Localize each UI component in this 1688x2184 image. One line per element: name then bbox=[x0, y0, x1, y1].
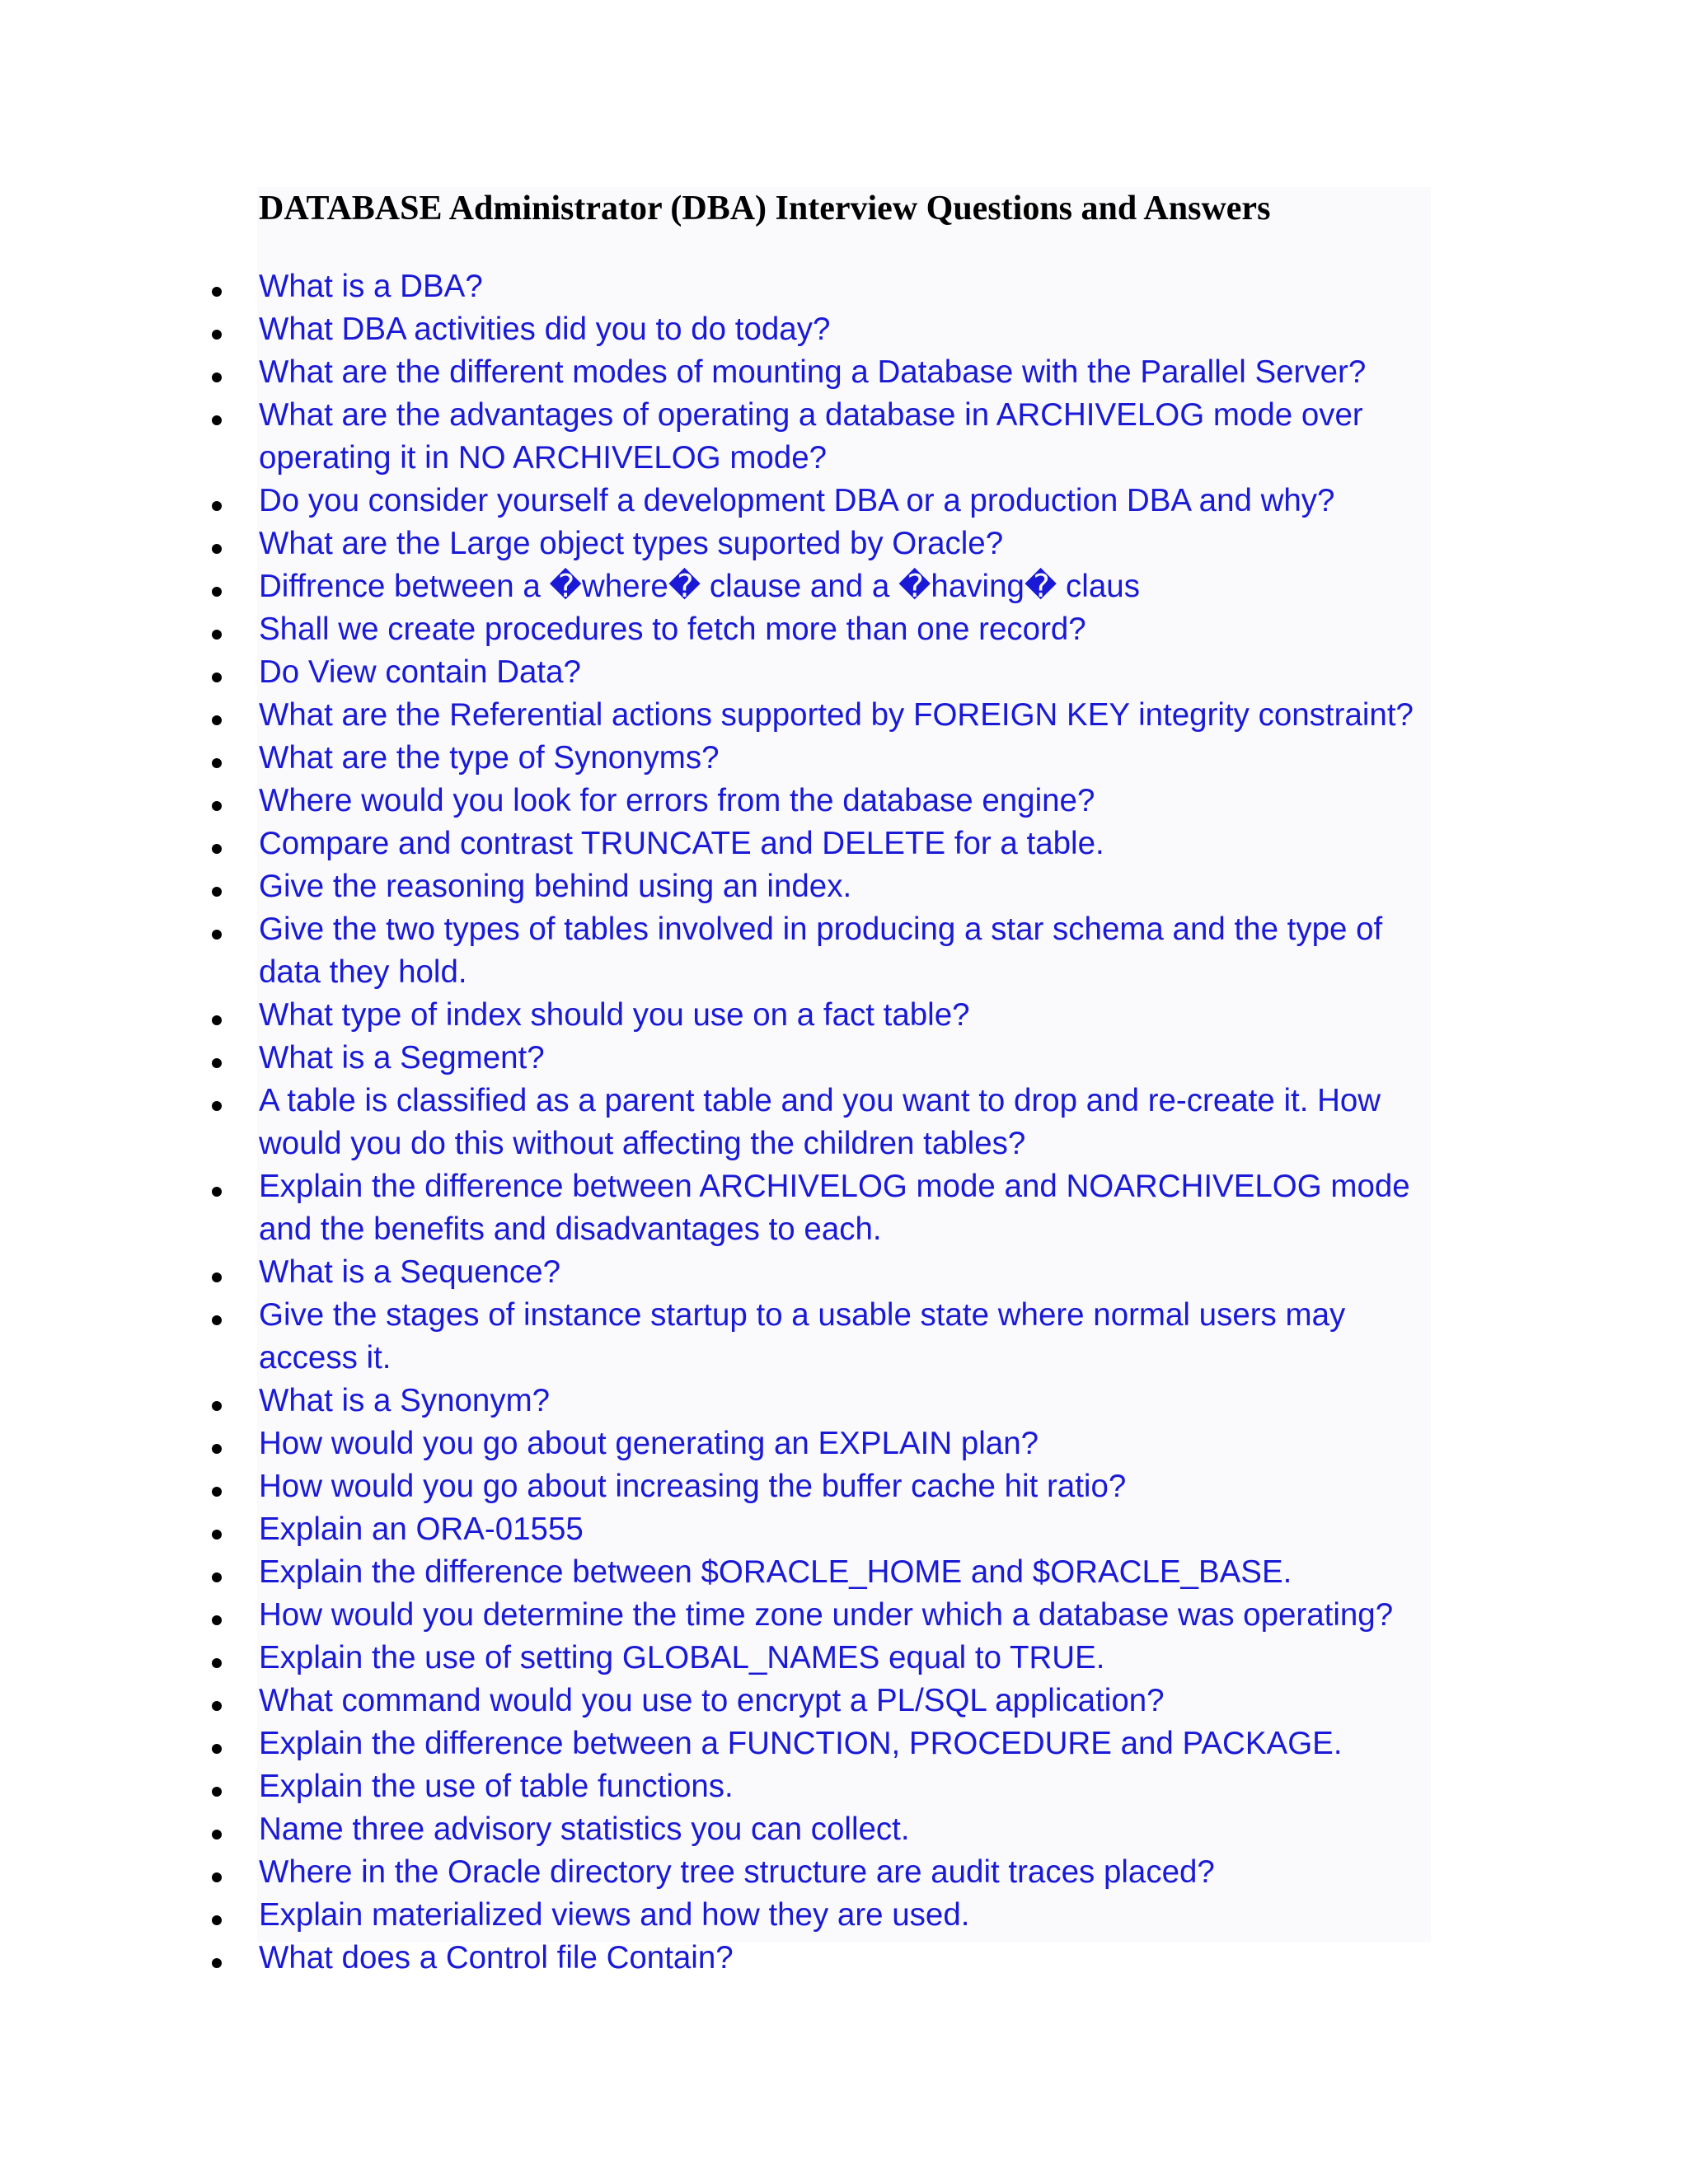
question-text: Do View contain Data? bbox=[259, 654, 581, 690]
question-text: What is a DBA? bbox=[259, 269, 483, 304]
bullet-icon bbox=[212, 1658, 222, 1668]
question-text: What are the advantages of operating a database in ARCHIVELOG mode over operating it in NO ARCHIVELOG mode? bbox=[259, 397, 1363, 476]
bullet-icon bbox=[212, 673, 222, 682]
question-item bbox=[0, 823, 1437, 865]
question-item bbox=[0, 394, 1437, 480]
bullet-icon bbox=[212, 1787, 222, 1797]
bullet-icon bbox=[212, 1444, 222, 1454]
question-item bbox=[0, 1251, 1437, 1294]
question-text: What command would you use to encrypt a PL/SQL application? bbox=[259, 1683, 1165, 1718]
bullet-icon bbox=[212, 1315, 222, 1325]
question-text: Shall we create procedures to fetch more than one record? bbox=[259, 612, 1086, 647]
question-item bbox=[0, 1551, 1437, 1594]
bullet-icon bbox=[212, 330, 222, 340]
bullet-icon bbox=[212, 1015, 222, 1025]
bullet-icon bbox=[212, 1572, 222, 1582]
question-text: How would you determine the time zone under which a database was operating? bbox=[259, 1597, 1394, 1633]
question-text: Give the reasoning behind using an index. bbox=[259, 869, 852, 904]
bullet-icon bbox=[212, 1401, 222, 1411]
bullet-icon bbox=[212, 1958, 222, 1968]
question-text: Diffrence between a �where� clause and a �having� claus bbox=[259, 569, 1140, 604]
bullet-icon bbox=[212, 1872, 222, 1882]
question-text: Where in the Oracle directory tree structure are audit traces placed? bbox=[259, 1854, 1215, 1890]
question-item bbox=[0, 1080, 1437, 1165]
bullet-icon bbox=[212, 801, 222, 811]
question-item bbox=[0, 565, 1437, 608]
question-text: Give the stages of instance startup to a usable state where normal users may access it. bbox=[259, 1297, 1346, 1376]
question-text: A table is classified as a parent table and you want to drop and re-create it. How would you do this without affecting the children tables? bbox=[259, 1083, 1381, 1161]
question-text: Give the two types of tables involved in producing a star schema and the type of data they hold. bbox=[259, 912, 1383, 990]
bullet-icon bbox=[212, 544, 222, 554]
question-text: How would you go about increasing the buffer cache hit ratio? bbox=[259, 1469, 1127, 1504]
question-item bbox=[0, 1637, 1437, 1680]
bullet-icon bbox=[212, 501, 222, 511]
question-text: How would you go about generating an EXPLAIN plan? bbox=[259, 1426, 1039, 1461]
question-item bbox=[0, 1594, 1437, 1637]
question-text: What are the different modes of mounting a Database with the Parallel Server? bbox=[259, 354, 1367, 390]
question-item bbox=[0, 1808, 1437, 1851]
bullet-icon bbox=[212, 1530, 222, 1540]
question-item bbox=[0, 694, 1437, 737]
question-item bbox=[0, 608, 1437, 651]
question-item bbox=[0, 1851, 1437, 1894]
question-item bbox=[0, 480, 1437, 523]
question-item bbox=[0, 780, 1437, 823]
bullet-icon bbox=[212, 1272, 222, 1282]
question-text: What type of index should you use on a fact table? bbox=[259, 997, 970, 1033]
question-item bbox=[0, 994, 1437, 1037]
question-text: Do you consider yourself a development DBA or a production DBA and why? bbox=[259, 483, 1335, 518]
bullet-icon bbox=[212, 715, 222, 725]
bullet-icon bbox=[212, 1101, 222, 1111]
question-item bbox=[0, 1937, 1437, 1980]
question-item bbox=[0, 308, 1437, 351]
bullet-icon bbox=[212, 1615, 222, 1625]
bullet-icon bbox=[212, 587, 222, 597]
bullet-icon bbox=[212, 1058, 222, 1068]
question-item bbox=[0, 1294, 1437, 1380]
question-item bbox=[0, 1722, 1437, 1765]
bullet-icon bbox=[212, 415, 222, 425]
question-text: Explain the use of table functions. bbox=[259, 1769, 734, 1804]
question-item bbox=[0, 1380, 1437, 1422]
question-item bbox=[0, 908, 1437, 994]
bullet-icon bbox=[212, 373, 222, 382]
question-item bbox=[0, 351, 1437, 394]
bullet-icon bbox=[212, 1744, 222, 1754]
question-item bbox=[0, 1680, 1437, 1722]
question-item bbox=[0, 1422, 1437, 1465]
question-text: Explain an ORA-01555 bbox=[259, 1511, 584, 1547]
question-text: Name three advisory statistics you can collect. bbox=[259, 1811, 910, 1847]
document-title: DATABASE Administrator (DBA) Interview Questions and Answers bbox=[259, 190, 1271, 227]
question-text: What is a Synonym? bbox=[259, 1383, 551, 1418]
question-item bbox=[0, 1465, 1437, 1508]
bullet-icon bbox=[212, 930, 222, 940]
bullet-icon bbox=[212, 287, 222, 297]
question-text: What is a Sequence? bbox=[259, 1254, 560, 1290]
question-text: Explain the use of setting GLOBAL_NAMES equal to TRUE. bbox=[259, 1640, 1105, 1675]
question-text: What are the Large object types suported by Oracle? bbox=[259, 526, 1004, 561]
question-text: What DBA activities did you to do today? bbox=[259, 312, 831, 347]
bullet-icon bbox=[212, 758, 222, 768]
question-text: Explain the difference between ARCHIVELOG mode and NOARCHIVELOG mode and the benefits and disadvantages to each. bbox=[259, 1169, 1410, 1247]
question-item bbox=[0, 651, 1437, 694]
question-text: Where would you look for errors from the database engine? bbox=[259, 783, 1095, 818]
question-item bbox=[0, 1037, 1437, 1080]
question-text: What are the type of Synonyms? bbox=[259, 740, 720, 776]
question-item bbox=[0, 1894, 1437, 1937]
question-text: Compare and contrast TRUNCATE and DELETE for a table. bbox=[259, 826, 1104, 861]
question-text: Explain the difference between $ORACLE_HOME and $ORACLE_BASE. bbox=[259, 1554, 1292, 1590]
question-item bbox=[0, 865, 1437, 908]
question-item bbox=[0, 1765, 1437, 1808]
bullet-icon bbox=[212, 844, 222, 854]
question-text: What are the Referential actions supported by FOREIGN KEY integrity constraint? bbox=[259, 697, 1414, 733]
question-text: What is a Segment? bbox=[259, 1040, 545, 1076]
question-text: What does a Control file Contain? bbox=[259, 1940, 734, 1975]
question-text: Explain materialized views and how they are used. bbox=[259, 1897, 970, 1933]
bullet-icon bbox=[212, 1187, 222, 1197]
bullet-icon bbox=[212, 1487, 222, 1497]
bullet-icon bbox=[212, 1830, 222, 1840]
bullet-icon bbox=[212, 1915, 222, 1925]
question-list bbox=[0, 265, 1688, 1980]
question-item bbox=[0, 737, 1437, 780]
bullet-icon bbox=[212, 630, 222, 640]
question-item bbox=[0, 1508, 1437, 1551]
question-item bbox=[0, 1165, 1437, 1251]
question-item bbox=[0, 265, 1437, 308]
question-item bbox=[0, 523, 1437, 565]
bullet-icon bbox=[212, 887, 222, 897]
bullet-icon bbox=[212, 1701, 222, 1711]
question-text: Explain the difference between a FUNCTION, PROCEDURE and PACKAGE. bbox=[259, 1726, 1343, 1761]
